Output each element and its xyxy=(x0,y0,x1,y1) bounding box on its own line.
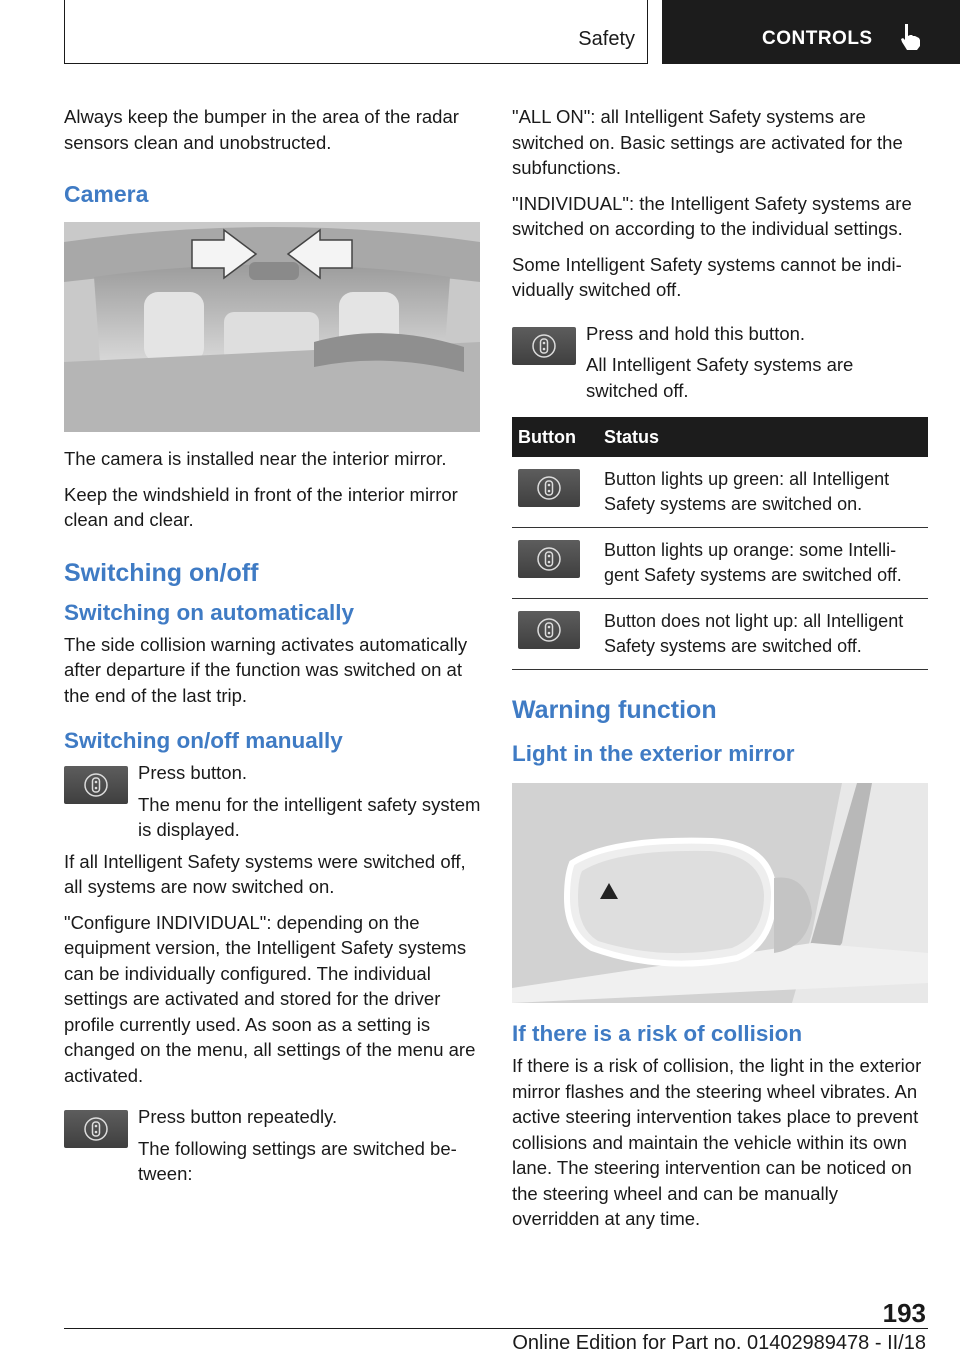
light-heading: Light in the exterior mirror xyxy=(512,741,795,766)
footer-rule xyxy=(64,1328,928,1329)
table-cell-button xyxy=(512,457,598,528)
all-switched-on-paragraph: If all Intelligent Safety systems were switched off, all systems are now switched on. xyxy=(64,850,466,897)
edition-text: Online Edition for Part no. 01402989478 - II/18 xyxy=(512,1332,926,1354)
configure-individual-paragraph: "Configure INDIVIDUAL": depending on the equipment version, the Intelligent Safety systems can be individually configured. The individual settings are activated and stored for the driver profile currently used. As soon as a setting is changed on the menu, all settings of the menu are activated. xyxy=(64,911,476,1086)
header-chapter-title: CONTROLS xyxy=(762,28,873,49)
page-number: 193 xyxy=(882,1298,926,1328)
manual-heading: Switching on/off manually xyxy=(64,728,343,753)
safety-button xyxy=(64,766,128,804)
warning-heading: Warning function xyxy=(512,696,717,724)
exterior-mirror-illustration xyxy=(512,783,928,1003)
table-header-button: Button xyxy=(512,417,598,457)
cannot-switch-paragraph: Some Intelligent Safety systems cannot be individually switched off. xyxy=(512,253,902,300)
table-cell-status: Button lights up green: all Intelligent Safety systems are switched on. xyxy=(598,457,928,528)
lane-safety-button-icon xyxy=(83,1116,109,1142)
lane-safety-button-icon xyxy=(536,546,562,572)
risk-heading: If there is a risk of collision xyxy=(512,1021,803,1046)
bumper-paragraph: Always keep the bumper in the area of the radar sensors clean and unobstructed. xyxy=(64,106,459,153)
header-section-title: Safety xyxy=(578,28,635,50)
camera-heading: Camera xyxy=(64,181,149,207)
table-row xyxy=(512,528,928,599)
press-repeatedly-text: Press button repeatedly. xyxy=(138,1106,338,1127)
lane-safety-button-icon xyxy=(536,617,562,643)
auto-paragraph: The side collision warning activates automatically after departure if the function was switched on at the end of the last trip. xyxy=(64,633,468,706)
right-column xyxy=(512,104,930,1242)
menu-displayed-text: The menu for the intelligent safety system is displayed. xyxy=(138,793,481,840)
table-cell-status: Button does not light up: all Intelligent Safety systems are switched off. xyxy=(598,599,928,670)
camera-location-paragraph: The camera is installed near the interior mirror. xyxy=(64,448,447,469)
press-hold-instruction xyxy=(512,321,930,404)
table-row xyxy=(512,599,928,670)
lane-safety-button-icon xyxy=(83,772,109,798)
safety-button xyxy=(64,1110,128,1148)
press-button-text: Press button. xyxy=(138,762,248,783)
all-on-paragraph: "ALL ON": all Intelligent Safety systems are switched on. Basic settings are activated for the subfunctions. xyxy=(512,106,903,178)
switching-heading: Switching on/off xyxy=(64,558,259,587)
following-settings-text: The following settings are switched between: xyxy=(138,1137,457,1184)
button-status-table xyxy=(512,417,928,670)
safety-button xyxy=(518,611,580,649)
all-off-text: All Intelligent Safety systems are switched off. xyxy=(586,354,854,401)
press-button-instruction xyxy=(64,760,482,843)
left-column xyxy=(64,104,482,1193)
auto-heading: Switching on automatically xyxy=(64,599,355,625)
lane-safety-button-icon xyxy=(531,333,557,359)
table-cell-button xyxy=(512,599,598,670)
table-header-status: Status xyxy=(598,417,928,457)
table-header-row xyxy=(512,417,928,457)
risk-paragraph: If there is a risk of collision, the light in the exterior mirror flashes and the steering wheel vibrates. An active steering intervention takes place to prevent collisions and maintain the vehicle within its own lane. The steering intervention can be noticed on the steering wheel and can be manually overridden at any time. xyxy=(512,1055,922,1229)
individual-paragraph: "INDIVIDUAL": the Intelligent Safety systems are switched on according to the individual settings. xyxy=(512,192,912,239)
table-cell-button xyxy=(512,528,598,599)
safety-button xyxy=(518,469,580,507)
press-hold-text: Press and hold this button. xyxy=(586,322,806,344)
table-cell-status: Button lights up orange: some Intelligent Safety systems are switched off. xyxy=(598,528,928,599)
car-interior-illustration xyxy=(64,222,480,432)
mirror-photo xyxy=(512,783,928,1003)
table-row xyxy=(512,457,928,528)
safety-button xyxy=(518,540,580,578)
windshield-paragraph: Keep the windshield in front of the interior mirror clean and clear. xyxy=(64,483,458,530)
press-repeatedly-instruction xyxy=(64,1104,482,1187)
header-chapter-box xyxy=(662,0,960,64)
safety-button xyxy=(512,327,576,365)
pointing-hand-icon xyxy=(896,22,926,52)
lane-safety-button-icon xyxy=(536,475,562,501)
camera-photo xyxy=(64,222,480,432)
header-section-box xyxy=(64,0,648,64)
